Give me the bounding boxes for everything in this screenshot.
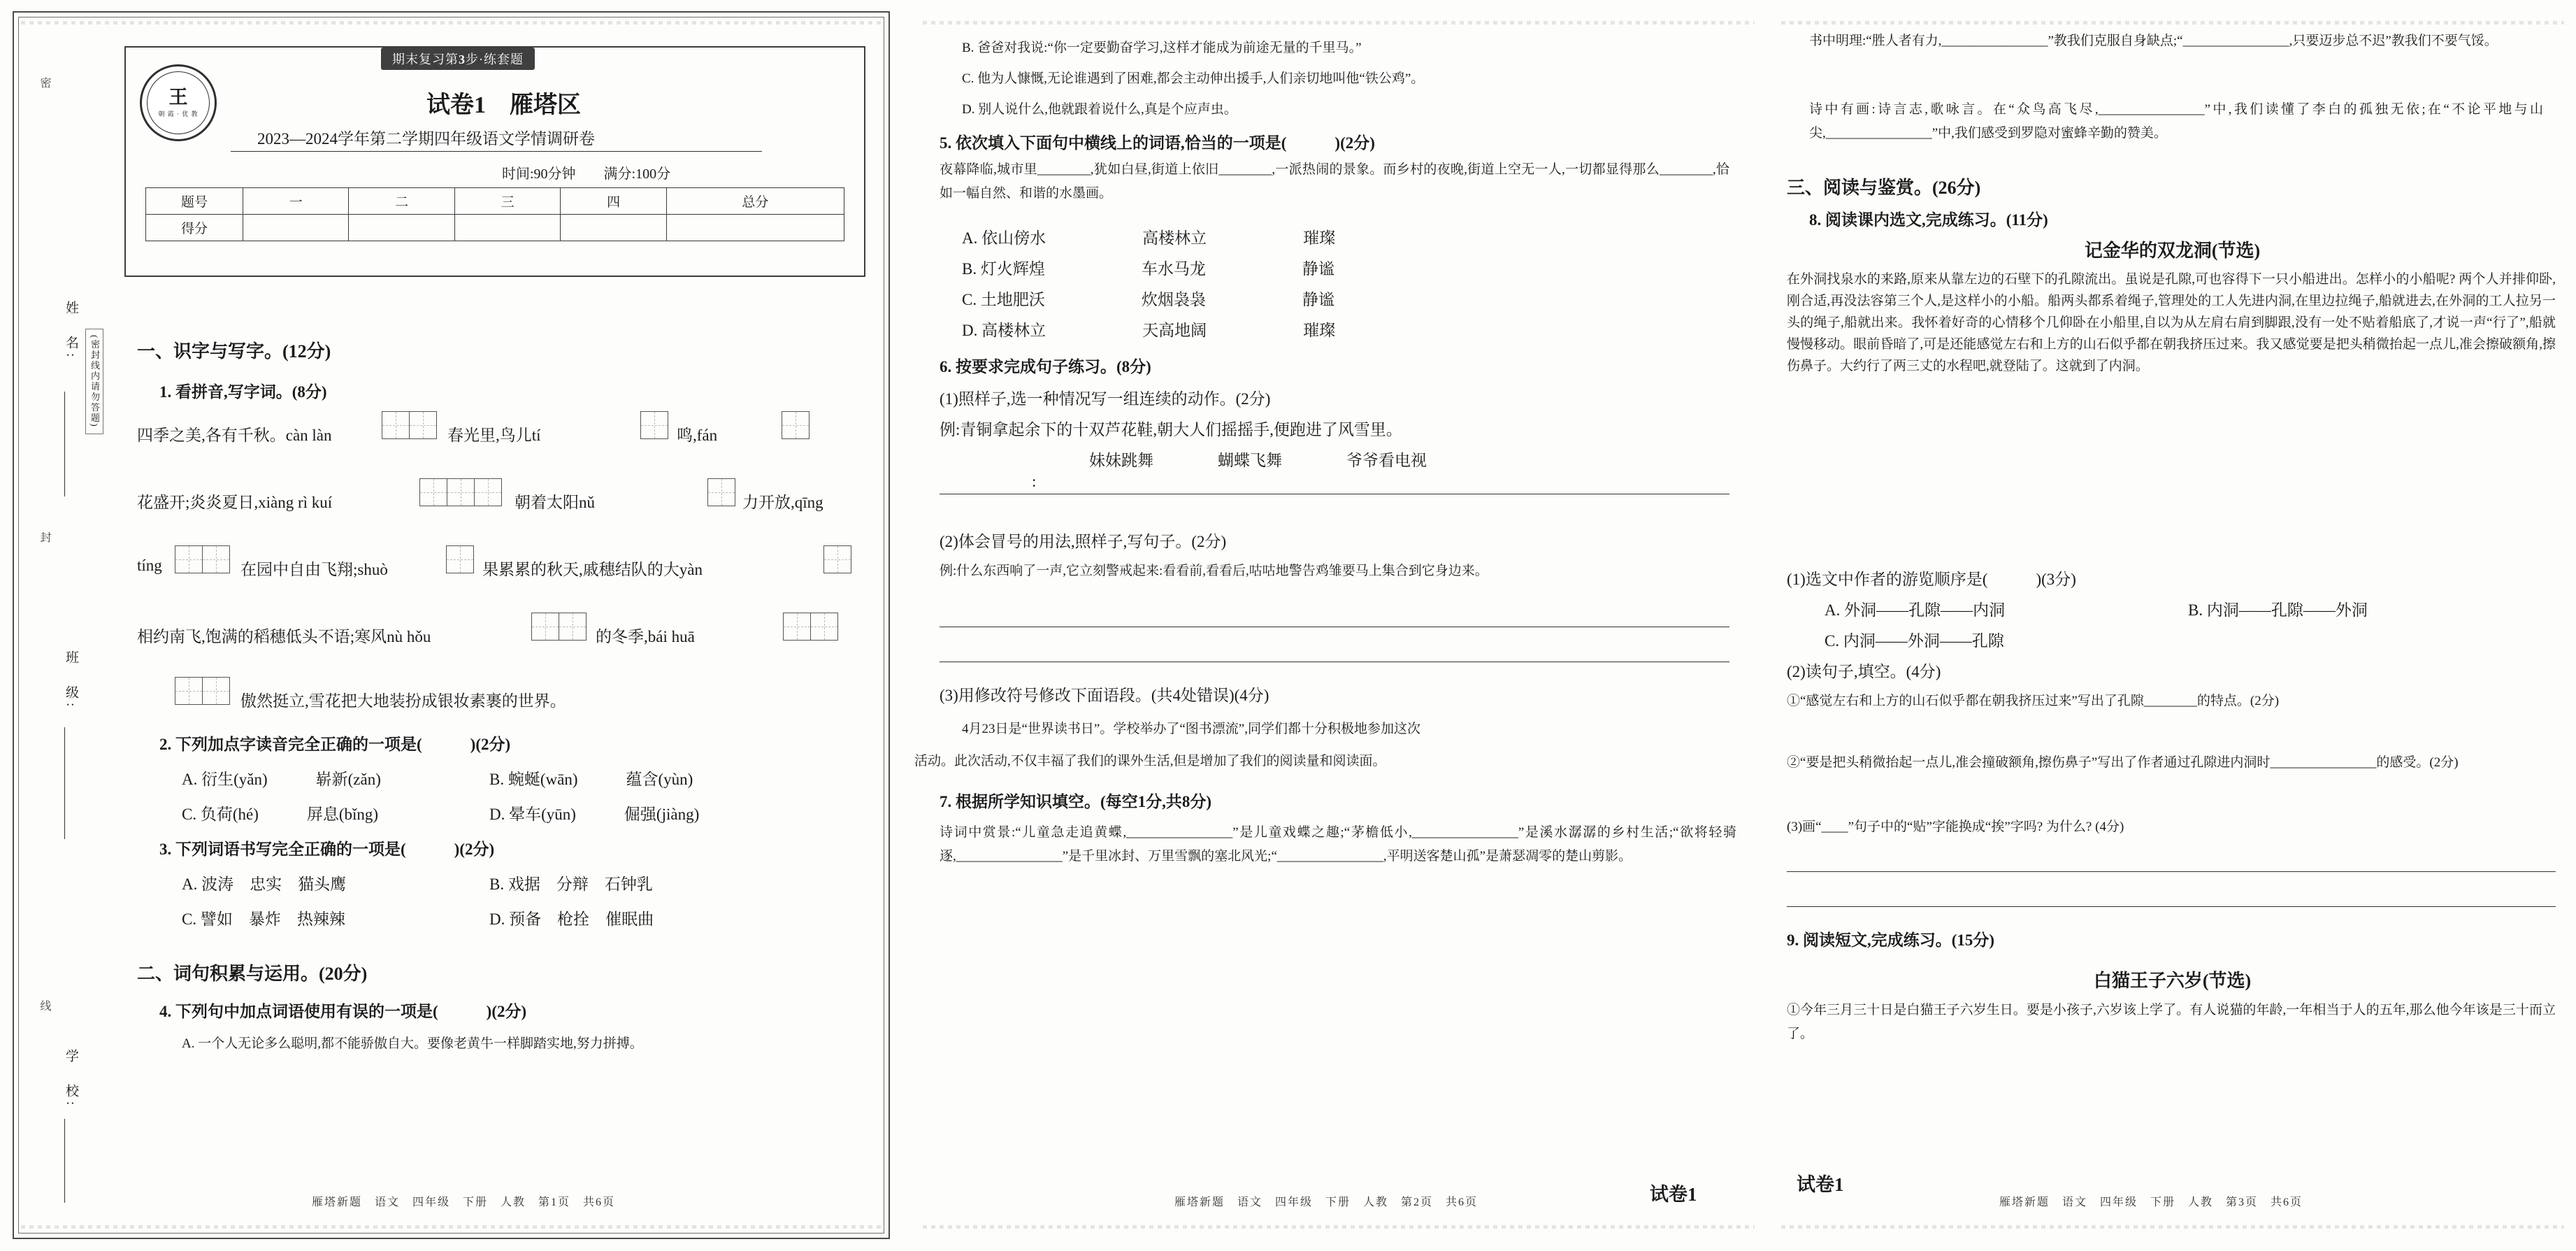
field-school-label: 学 校: bbox=[64, 1049, 78, 1110]
q1-line2-part-a: 花盛开;炎炎夏日,xiàng rì kuí bbox=[137, 494, 333, 511]
write-cell[interactable] bbox=[447, 478, 475, 506]
q8-1-prompt: (1)选文中作者的游览顺序是( )(3分) bbox=[1787, 571, 2076, 588]
q7-continued-1[interactable]: 书中明理:“胜人者有力,________________”教我们克服自身缺点;“________________,只要迈步总不迟”教我们不要气馁。 bbox=[1809, 34, 2498, 48]
q1-line4-part-a: 相约南飞,饱满的稻穗低头不语;寒风nù hǒu bbox=[137, 628, 431, 645]
decor-wave-top-3 bbox=[1781, 21, 2564, 24]
q8-3-prompt: (3)画“____”句子中的“贴”字能换成“挨”字吗? 为什么? (4分) bbox=[1787, 820, 2124, 834]
q8-3-answer-line-1[interactable] bbox=[1787, 871, 2556, 872]
q1-grid-5[interactable] bbox=[707, 478, 735, 506]
write-cell[interactable] bbox=[175, 677, 203, 705]
write-cell[interactable] bbox=[783, 613, 811, 641]
q6-1-options[interactable]: 妹妹跳舞 蝴蝶飞舞 爷爷看电视 bbox=[1089, 452, 1427, 469]
q1-grid-8[interactable] bbox=[823, 545, 851, 573]
score-table-row-label-1: 得分 bbox=[146, 215, 243, 241]
q6-prompt: 6. 按要求完成句子练习。(8分) bbox=[940, 358, 1151, 376]
q8-2-sub-2[interactable]: ②“要是把头稍微抬起一点儿,准会撞破额角,擦伤鼻子”写出了作者通过孔隙进内洞时________________的感受。(2分) bbox=[1787, 755, 2459, 770]
q5-prompt: 5. 依次填入下面句中横线上的词语,恰当的一项是( )(2分) bbox=[940, 134, 1375, 152]
page-column-3 bbox=[1769, 0, 2576, 1251]
section-3-title: 三、阅读与鉴赏。(26分) bbox=[1787, 178, 1981, 198]
field-class-line bbox=[64, 727, 66, 839]
write-cell[interactable] bbox=[782, 411, 810, 439]
score-cell-0[interactable] bbox=[243, 215, 349, 241]
footer-col-3: 雁塔新题 语文 四年级 下册 人教 第3页 共6页 bbox=[1999, 1196, 2303, 1208]
q1-line3-part-b: 在园中自由飞翔;shuò bbox=[240, 561, 388, 578]
q2-prompt: 2. 下列加点字读音完全正确的一项是( )(2分) bbox=[159, 736, 511, 753]
q8-1-option-a[interactable]: A. 外洞——孔隙——内洞 bbox=[1825, 601, 2006, 619]
write-cell[interactable] bbox=[531, 613, 559, 641]
q1-grid-2[interactable] bbox=[640, 411, 668, 439]
q1-prompt: 1. 看拼音,写字词。(8分) bbox=[159, 383, 327, 401]
q6-1-answer-colon: : bbox=[1032, 473, 1037, 490]
seal-character: 王 bbox=[168, 86, 188, 108]
q1-line3-part-a: tíng bbox=[137, 557, 162, 574]
seal-subtext: 朝 霞 · 优 教 bbox=[158, 110, 199, 117]
q2-option-b[interactable]: B. 蜿蜒(wān) 蕴含(yùn) bbox=[489, 771, 693, 788]
score-table-header-row bbox=[146, 188, 844, 215]
q9-passage-body: ①今年三月三十日是白猫王子六岁生日。要是小孩子,六岁该上学了。有人说猫的年龄,一年相当于人的五年,那么他今年该是三十而立了。 bbox=[1787, 1003, 2556, 1041]
decor-wave-bottom bbox=[21, 1225, 882, 1229]
q5-option-c[interactable]: C. 土地肥沃 炊烟袅袅 静谧 bbox=[962, 291, 1334, 308]
score-cell-3[interactable] bbox=[561, 215, 666, 241]
q1-grid-10[interactable] bbox=[783, 613, 837, 641]
paper-subtitle: 2023—2024学年第二学期四年级语文学情调研卷 bbox=[257, 130, 595, 148]
q6-1-example: 例:青铜拿起余下的十双芦花鞋,朝大人们摇摇手,便跑进了风雪里。 bbox=[940, 421, 1402, 438]
q8-passage-body: 在外洞找泉水的来路,原来从靠左边的石壁下的孔隙流出。虽说是孔隙,可也容得下一只小船进出。怎样小的小船呢? 两个人并排仰卧,刚合适,再没法容第三个人,是这样小的小船。船两头都系着绳子,管理处的工人先进内洞,在里边拉绳子,船就进去,在外洞的工人拉另一头的绳子,船就出来。我怀着好奇的心情移个几仰卧在小船里,自以为从左肩右肩到脚跟,没有一处不贴着船底了,才说一声“行了”,船就慢慢移动。眼前昏暗了,可是还能感觉左右和上方的山石似乎都在朝我挤压过来。我又感觉要是把头稍微抬起一点儿,准会擦破额角,擦伤鼻子。大约行了两三丈的水程吧,就登陆了。这就到了内洞。 bbox=[1787, 272, 2556, 373]
q7-prompt: 7. 根据所学知识填空。(每空1分,共8分) bbox=[940, 793, 1212, 810]
q8-prompt: 8. 阅读课内选文,完成练习。(11分) bbox=[1809, 211, 2048, 229]
q1-grid-9[interactable] bbox=[531, 613, 586, 641]
write-cell[interactable] bbox=[409, 411, 437, 439]
q1-grid-1[interactable] bbox=[382, 411, 436, 439]
q5-passage: 夜幕降临,城市里________,犹如白昼,街道上依旧________,一派热闹的景象。而乡村的夜晚,街道上空无一人,一切都显得那么________,恰如一幅自然、和谐的水墨画。 bbox=[940, 162, 1729, 201]
q1-line1-part-a: 四季之美,各有千秋。càn làn bbox=[137, 427, 332, 444]
badge-suffix: 步·练套题 bbox=[466, 52, 524, 66]
score-table bbox=[145, 187, 844, 241]
paper-title: 试卷1 雁塔区 bbox=[426, 92, 581, 118]
q4-prompt: 4. 下列句中加点词语使用有误的一项是( )(2分) bbox=[159, 1003, 527, 1020]
q4-option-c[interactable]: C. 他为人慷慨,无论谁遇到了困难,都会主动伸出援手,人们亲切地叫他“铁公鸡”。 bbox=[962, 71, 1425, 86]
q6-3-text-line-1: 4月23日是“世界读书日”。学校举办了“图书漂流”,同学们都十分积极地参加这次 bbox=[962, 722, 1420, 736]
q8-3-answer-line-2[interactable] bbox=[1787, 906, 2556, 907]
seal-line-mark-bottom: 线 bbox=[38, 1000, 50, 1017]
write-cell[interactable] bbox=[474, 478, 502, 506]
q4-option-a[interactable]: A. 一个人无论多么聪明,都不能骄傲自大。要像老黄牛一样脚踏实地,努力拼搏。 bbox=[182, 1036, 643, 1051]
q7-continued-2[interactable]: 诗中有画:诗言志,歌咏言。在“众鸟高飞尽,________________”中,我们读懂了李白的孤独无依;在“不论平地与山尖,________________”中,我们感受到罗隐对蜜蜂辛勤的赞美。 bbox=[1809, 102, 2543, 141]
q3-prompt: 3. 下列词语书写完全正确的一项是( )(2分) bbox=[159, 841, 495, 858]
page-column-1 bbox=[0, 0, 909, 1251]
decor-wave-bottom-3 bbox=[1781, 1225, 2564, 1229]
q2-option-d[interactable]: D. 晕车(yūn) 倔强(jiàng) bbox=[489, 806, 700, 823]
q5-option-a[interactable]: A. 依山傍水 高楼林立 璀璨 bbox=[962, 229, 1336, 247]
q3-option-c[interactable]: C. 譬如 暴炸 热辣辣 bbox=[182, 910, 345, 928]
q6-2-prompt: (2)体会冒号的用法,照样子,写句子。(2分) bbox=[940, 533, 1227, 550]
write-cell[interactable] bbox=[202, 677, 230, 705]
write-cell[interactable] bbox=[810, 613, 838, 641]
time-and-score: 时间:90分钟 满分:100分 bbox=[502, 166, 671, 182]
write-cell[interactable] bbox=[559, 613, 587, 641]
section-1-title: 一、识字与写字。(12分) bbox=[137, 341, 331, 362]
q3-option-a[interactable]: A. 波涛 忠实 猫头鹰 bbox=[182, 875, 347, 893]
q8-passage-title: 记金华的双龙洞(节选) bbox=[2084, 241, 2261, 261]
score-table-col-4: 总分 bbox=[666, 188, 844, 215]
score-table-col-1: 二 bbox=[349, 188, 454, 215]
q1-line4-part-b: 的冬季,bái huā bbox=[596, 628, 695, 645]
badge-prefix: 期末复习第 bbox=[392, 52, 459, 66]
q1-line1-part-b: 春光里,鸟儿tí bbox=[447, 427, 541, 444]
q6-3-prompt: (3)用修改符号修改下面语段。(共4处错误)(4分) bbox=[940, 687, 1269, 704]
q1-line1-part-c: 鸣,fán bbox=[677, 427, 718, 444]
q3-option-b[interactable]: B. 戏据 分辩 石钟乳 bbox=[489, 875, 653, 893]
q1-grid-11[interactable] bbox=[175, 677, 229, 705]
header-divider bbox=[231, 151, 762, 152]
decor-wave-top bbox=[21, 21, 882, 24]
write-cell[interactable] bbox=[823, 545, 851, 573]
seal-inner-ring bbox=[147, 71, 210, 134]
write-cell[interactable] bbox=[419, 478, 447, 506]
q2-option-c[interactable]: C. 负荷(hé) 屏息(bǐng) bbox=[182, 806, 379, 823]
q1-line2-part-c: 力开放,qīng bbox=[742, 494, 823, 511]
q9-prompt: 9. 阅读短文,完成练习。(15分) bbox=[1787, 931, 1995, 949]
q3-option-d[interactable]: D. 预备 枪拴 催眠曲 bbox=[489, 910, 654, 928]
sheet-corner-tag-2: 试卷1 bbox=[1650, 1184, 1697, 1205]
q9-passage-title: 白猫王子六岁(节选) bbox=[2093, 971, 2252, 991]
seal-note: (密封线内请勿答题) bbox=[85, 329, 103, 434]
score-cell-2[interactable] bbox=[454, 215, 560, 241]
write-cell[interactable] bbox=[202, 545, 230, 573]
decor-wave-top-2 bbox=[923, 21, 1755, 24]
section-2-title: 二、词句积累与运用。(20分) bbox=[137, 964, 368, 984]
q1-line3-part-c: 果累累的秋天,戚穗结队的大yàn bbox=[482, 561, 703, 578]
field-name-label: 姓 名: bbox=[64, 301, 78, 362]
q5-option-b[interactable]: B. 灯火辉煌 车水马龙 静谧 bbox=[962, 260, 1334, 278]
q6-3-text-line-2: 活动。此次活动,不仅丰福了我们的课外生活,但是增加了我们的阅读量和阅读面。 bbox=[914, 754, 1386, 769]
score-table-col-2: 三 bbox=[454, 188, 560, 215]
badge-number: 3 bbox=[459, 52, 466, 66]
review-step-badge bbox=[381, 48, 535, 70]
footer-col-2: 雁塔新题 语文 四年级 下册 人教 第2页 共6页 bbox=[1174, 1196, 1478, 1208]
q1-grid-3[interactable] bbox=[782, 411, 809, 439]
page-column-2 bbox=[909, 0, 1769, 1251]
q5-option-d[interactable]: D. 高楼林立 天高地阔 璀璨 bbox=[962, 322, 1336, 339]
seal-line-mark-top: 密 bbox=[38, 77, 50, 94]
write-cell[interactable] bbox=[446, 545, 474, 573]
q6-1-prompt: (1)照样子,选一种情况写一组连续的动作。(2分) bbox=[940, 390, 1271, 408]
sheet-corner-tag-3: 试卷1 bbox=[1797, 1174, 1844, 1195]
field-name-line bbox=[64, 392, 66, 496]
q2-option-a[interactable]: A. 衍生(yǎn) 崭新(zǎn) bbox=[182, 771, 381, 788]
score-cell-1[interactable] bbox=[349, 215, 454, 241]
score-table-col-3: 四 bbox=[561, 188, 666, 215]
field-school-line bbox=[64, 1119, 66, 1203]
seal-line-mark-mid: 封 bbox=[38, 531, 50, 548]
q4-option-b[interactable]: B. 爸爸对我说:“你一定要勤奋学习,这样才能成为前途无量的千里马。” bbox=[962, 41, 1362, 55]
write-cell[interactable] bbox=[640, 411, 668, 439]
write-cell[interactable] bbox=[175, 545, 203, 573]
q7-passage[interactable]: 诗词中赏景:“儿童急走追黄蝶,________________”是儿童戏蝶之趣;“茅檐低小,________________”是溪水潺潺的乡村生活;“欲将轻骑逐,________________”是千里冰封、万里雪飘的塞北风光;“________________,平明送客楚山孤”是萧瑟凋零的楚山剪影。 bbox=[940, 825, 1736, 864]
field-class-label: 班 级: bbox=[64, 650, 78, 711]
write-cell[interactable] bbox=[707, 478, 735, 506]
decor-wave-bottom-2 bbox=[923, 1225, 1755, 1229]
q1-grid-7[interactable] bbox=[446, 545, 473, 573]
score-table-value-row bbox=[146, 215, 844, 241]
footer-col-1: 雁塔新题 语文 四年级 下册 人教 第1页 共6页 bbox=[312, 1196, 616, 1208]
header-box bbox=[124, 46, 865, 277]
q1-grid-6[interactable] bbox=[175, 545, 229, 573]
q8-1-option-b[interactable]: B. 内洞——孔隙——外洞 bbox=[2188, 601, 2368, 619]
q1-grid-4[interactable] bbox=[419, 478, 501, 506]
q1-line2-part-b: 朝着太阳nǔ bbox=[515, 494, 595, 511]
q4-option-d[interactable]: D. 别人说什么,他就跟着说什么,真是个应声虫。 bbox=[962, 102, 1237, 117]
score-table-col-0: 一 bbox=[243, 188, 349, 215]
write-cell[interactable] bbox=[382, 411, 410, 439]
q8-2-prompt: (2)读句子,填空。(4分) bbox=[1787, 663, 1941, 680]
q8-2-sub-1[interactable]: ①“感觉左右和上方的山石似乎都在朝我挤压过来”写出了孔隙________的特点。(2分) bbox=[1787, 694, 2280, 708]
score-cell-4[interactable] bbox=[666, 215, 844, 241]
q8-1-option-c[interactable]: C. 内洞——外洞——孔隙 bbox=[1825, 632, 2004, 650]
score-table-row-label-0: 题号 bbox=[146, 188, 243, 215]
q6-2-example: 例:什么东西响了一声,它立刻警戒起来:看看前,看看后,咕咕地警告鸡雏要马上集合到它身边来。 bbox=[940, 564, 1488, 578]
q1-line5-part-a: 傲然挺立,雪花把大地装扮成银妆素裹的世界。 bbox=[240, 692, 566, 710]
publisher-seal-logo bbox=[140, 64, 217, 141]
